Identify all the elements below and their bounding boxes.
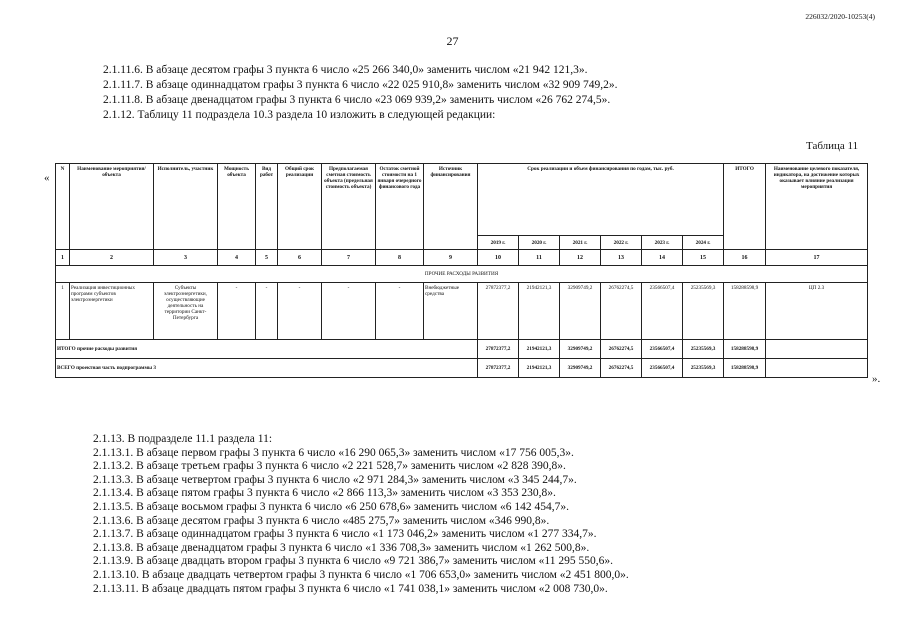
subtotal-value: 27872377,2	[478, 340, 519, 359]
paragraph: 2.1.13. В подразделе 11.1 раздела 11:	[93, 433, 273, 445]
grand-total-value: 21942121,3	[519, 359, 560, 378]
paragraph: 2.1.13.9. В абзаце двадцать втором графы 3 пункта 6 число «9 721 386,7» заменить числом «11 295 550,6».	[93, 555, 613, 568]
bottom-paragraphs	[93, 433, 629, 596]
grand-total-value: 27872377,2	[478, 359, 519, 378]
cell-total: 158288598,9	[724, 283, 766, 340]
section-row	[56, 266, 868, 283]
year-header: 2019 г.	[478, 236, 519, 250]
subtotal-value: 25235569,3	[683, 340, 724, 359]
cell-indicator: ЦП 2.3	[766, 283, 868, 340]
empty-cell	[766, 340, 868, 359]
subtotal-row	[56, 340, 868, 359]
grand-total-label: ВСЕГО проектная часть подпрограммы 3	[56, 359, 478, 378]
cell-executor: Субъекты электроэнергетики, осуществляющие деятельность на территории Санкт-Петербурга	[154, 283, 218, 340]
subtotal-value: 32909749,2	[560, 340, 601, 359]
cell-est-cost: -	[322, 283, 376, 340]
page-number: 27	[446, 34, 459, 48]
col-number: 6	[278, 250, 322, 266]
paragraph: 2.1.11.7. В абзаце одиннадцатом графы 3 пункта 6 число «22 025 910,8» заменить числом «32 909 749,2».	[103, 79, 618, 91]
grand-total-value: 32909749,2	[560, 359, 601, 378]
col-header-capacity: Мощность объекта	[218, 164, 256, 250]
table-caption: Таблица 11	[806, 140, 859, 152]
col-header-work-type: Вид работ	[256, 164, 278, 250]
col-number: 4	[218, 250, 256, 266]
header-row	[56, 164, 868, 236]
col-header-n: N	[56, 164, 70, 250]
col-number: 3	[154, 250, 218, 266]
subtotal-value: 26762274,5	[601, 340, 642, 359]
year-header: 2020 г.	[519, 236, 560, 250]
paragraph: 2.1.11.8. В абзаце двенадцатом графы 3 пункта 6 число «23 069 939,2» заменить числом «26 762 274,5».	[103, 94, 611, 106]
col-number: 17	[766, 250, 868, 266]
subtotal-label: ИТОГО прочие расходы развития	[56, 340, 478, 359]
col-number: 9	[424, 250, 478, 266]
cell-year-value: 26762274,5	[601, 283, 642, 340]
table-row	[56, 283, 868, 340]
cell-year-value: 23566507,4	[642, 283, 683, 340]
cell-year-value: 27872377,2	[478, 283, 519, 340]
year-header: 2022 г.	[601, 236, 642, 250]
col-header-executor: Исполнитель, участник	[154, 164, 218, 250]
subtotal-value: 21942121,3	[519, 340, 560, 359]
year-header: 2023 г.	[642, 236, 683, 250]
col-number: 16	[724, 250, 766, 266]
paragraph: 2.1.13.6. В абзаце десятом графы 3 пункта 6 число «485 275,7» заменить числом «346 990,8».	[93, 514, 550, 527]
col-number: 7	[322, 250, 376, 266]
subtotal-total: 158288598,9	[724, 340, 766, 359]
paragraph: 2.1.13.4. В абзаце пятом графы 3 пункта 6 число «2 866 113,3» заменить числом «3 353 230,8».	[93, 487, 556, 500]
cell-name: Реализация инвестиционных программ субъектов электроэнергетики	[70, 283, 154, 340]
closing-quote: ».	[872, 373, 881, 385]
paragraph: 2.1.13.3. В абзаце четвертом графы 3 пункта 6 число «2 971 284,3» заменить числом «3 345 244,7».	[93, 473, 577, 486]
paragraph: 2.1.13.8. В абзаце двенадцатом графы 3 пункта 6 число «1 336 708,3» заменить числом «1 262 500,8».	[93, 541, 590, 554]
col-number: 10	[478, 250, 519, 266]
year-header: 2024 г.	[683, 236, 724, 250]
col-number: 2	[70, 250, 154, 266]
grand-total-row	[56, 359, 868, 378]
paragraph: 2.1.12. Таблицу 11 подраздела 10.3 раздела 10 изложить в следующей редакции:	[103, 109, 496, 121]
cell-remaining: -	[376, 283, 424, 340]
cell-source: Внебюджетные средства	[424, 283, 478, 340]
paragraph: 2.1.13.5. В абзаце восьмом графы 3 пункта 6 число «6 250 678,6» заменить числом «6 142 454,7».	[93, 500, 569, 513]
grand-total-value: 25235569,3	[683, 359, 724, 378]
document-id: 226032/2020-10253(4)	[805, 12, 875, 21]
col-number: 5	[256, 250, 278, 266]
grand-total-value: 23566507,4	[642, 359, 683, 378]
col-header-source: Источник финансирования	[424, 164, 478, 250]
empty-cell	[766, 359, 868, 378]
col-number: 11	[519, 250, 560, 266]
col-header-est-cost: Предполагаемая сметная стоимость объекта (предельная стоимость объекта)	[322, 164, 376, 250]
cell-total-term: -	[278, 283, 322, 340]
subtotal-value: 23566507,4	[642, 340, 683, 359]
cell-year-value: 21942121,3	[519, 283, 560, 340]
col-header-total: ИТОГО	[724, 164, 766, 250]
cell-work-type: -	[256, 283, 278, 340]
paragraph: 2.1.13.7. В абзаце одиннадцатом графы 3 пункта 6 число «1 173 046,2» заменить числом «1 277 334,7».	[93, 528, 597, 541]
paragraph: 2.1.13.1. В абзаце первом графы 3 пункта 6 число «16 290 065,3» заменить числом «17 756 005,3».	[93, 446, 574, 459]
paragraph: 2.1.13.2. В абзаце третьем графы 3 пункта 6 число «2 221 528,7» заменить числом «2 828 390,8».	[93, 460, 566, 473]
col-number: 12	[560, 250, 601, 266]
col-number: 1	[56, 250, 70, 266]
col-number: 13	[601, 250, 642, 266]
grand-total-total: 158288598,9	[724, 359, 766, 378]
opening-quote: «	[44, 172, 50, 184]
cell-year-value: 25235569,3	[683, 283, 724, 340]
paragraph: 2.1.13.10. В абзаце двадцать четвертом графы 3 пункта 6 число «1 706 653,0» заменить числом «2 451 800,0».	[93, 568, 629, 581]
col-header-name: Наименование мероприятия/объекта	[70, 164, 154, 250]
col-header-total-term: Общий срок реализации	[278, 164, 322, 250]
cell-capacity: -	[218, 283, 256, 340]
grand-total-value: 26762274,5	[601, 359, 642, 378]
paragraph: 2.1.13.11. В абзаце двадцать пятом графы 3 пункта 6 число «1 741 038,1» заменить числом «2 008 730,0».	[93, 582, 608, 595]
col-number: 15	[683, 250, 724, 266]
col-header-period: Срок реализации и объем финансирования по годам, тыс. руб.	[478, 164, 724, 236]
cell-n: 1	[56, 283, 70, 340]
paragraph: 2.1.11.6. В абзаце десятом графы 3 пункта 6 число «25 266 340,0» заменить числом «21 942 121,3».	[103, 64, 588, 76]
cell-year-value: 32909749,2	[560, 283, 601, 340]
section-title: ПРОЧИЕ РАСХОДЫ РАЗВИТИЯ	[56, 266, 868, 283]
year-header: 2021 г.	[560, 236, 601, 250]
col-number: 14	[642, 250, 683, 266]
col-header-remaining: Остаток сметной стоимости на 1 января очередного финансового года	[376, 164, 424, 250]
col-header-indicator: Наименование целевого показателя, индикатора, на достижение которых оказывает влияние реализация мероприятия	[766, 164, 868, 250]
column-number-row	[56, 250, 868, 266]
col-number: 8	[376, 250, 424, 266]
table-11	[55, 163, 868, 378]
